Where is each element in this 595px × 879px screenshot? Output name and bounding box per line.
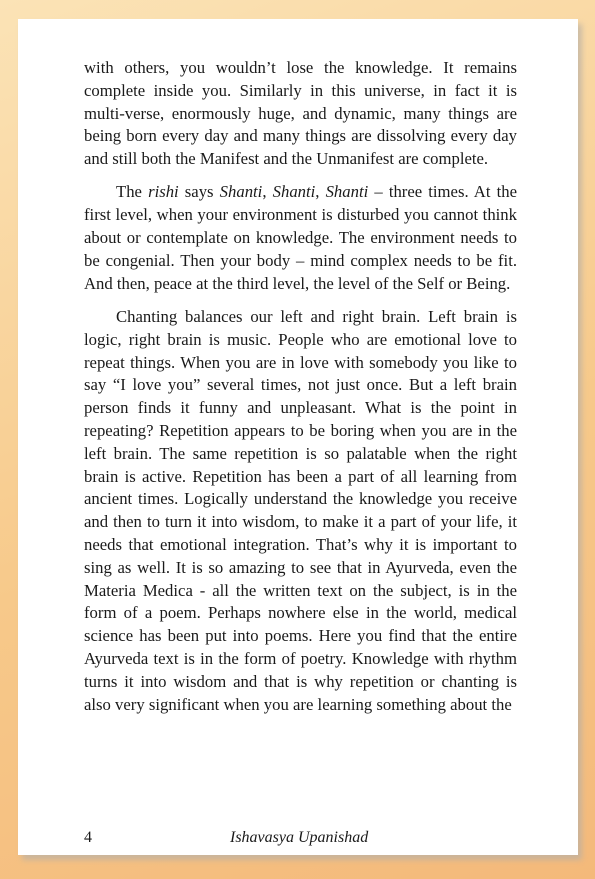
paragraph-2 xyxy=(84,181,517,295)
italic-term-rishi: rishi xyxy=(148,182,179,202)
text-run: , xyxy=(315,182,326,202)
page-body xyxy=(84,57,517,727)
paragraph-3: Chanting balances our left and right brain. Left brain is logic, right brain is music. People who are emotional love to repeat things. When you are in love with somebody you like to say “I love you” several times, not just once. But a left brain person finds it funny and unpleasant. What is the point in repeating? Repetition appears to be boring when you are in the left brain. The same repetition is so palatable when the right brain is active. Repetition has been a part of all learning from ancient times. Logically understand the knowledge you receive and then to turn it into wisdom, to make it a part of your life, it needs that emotional integration. That’s why it is important to sing as well. It is so amazing to see that in Ayurveda, even the Materia Medica - all the written text on the subject, is in the form of a poem. Perhaps nowhere else in the world, medical science has been put into poems. Here you find that the entire Ayurveda text is in the form of poetry. Knowledge with rhythm turns it into wisdom and that is why repetition or chanting is also very significant when you are learning something about the xyxy=(84,306,517,714)
text-run: , xyxy=(262,182,273,202)
italic-term-shanti: Shanti xyxy=(219,182,263,202)
book-page xyxy=(18,19,578,855)
running-title: Ishavasya Upanishad xyxy=(230,829,369,846)
paragraph-1: with others, you wouldn’t lose the knowledge. It remains complete inside you. Similarly in this universe, in fact it is multi-verse, enormously huge, and dynamic, many things are being born every day and many things are dissolving every day and still both the Manifest and the Unmanifest are complete. xyxy=(84,58,517,169)
page-number: 4 xyxy=(84,829,92,846)
text-run: The xyxy=(116,182,149,202)
text-run: – three times. At the first level, when your environment is disturbed you cannot think about or contemplate on knowledge. The environment needs to be congenial. Then your body – mind complex needs to be fit. And then, peace at the third level, the level of the Self or Being. xyxy=(84,182,518,293)
italic-term-shanti: Shanti xyxy=(272,182,316,202)
italic-term-shanti: Shanti xyxy=(325,182,369,202)
page-footer xyxy=(84,829,517,851)
text-run: says xyxy=(178,182,220,202)
